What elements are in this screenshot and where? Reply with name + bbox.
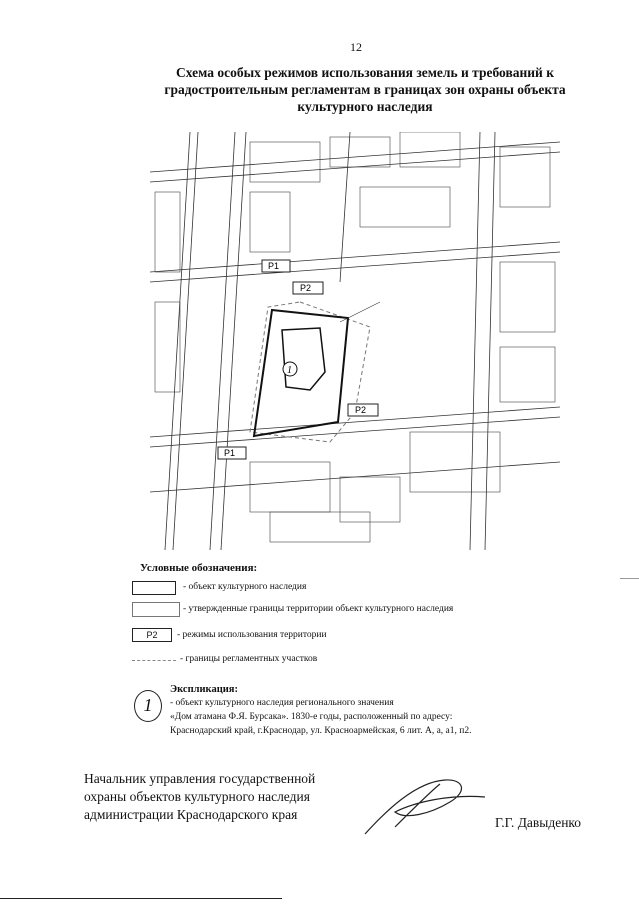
explication-line: «Дом атамана Ф.Я. Бурсака». 1830-е годы, расположенный по адресу: [170,712,453,722]
title-line: градостроительным регламентам в границах зон охраны объекта [164,82,566,97]
edge-mark [620,578,639,579]
map-zone-label: Р2 [355,405,367,415]
legend-item: - объект культурного наследия [183,582,307,592]
legend-item: - режимы использования территории [177,630,327,640]
regulation-boundary [250,302,370,442]
signatory-line: Начальник управления государственной [84,771,316,786]
page-number: 12 [350,40,362,54]
legend-heading: Условные обозначения: [140,562,258,574]
explication-line: - объект культурного наследия регионального значения [170,698,394,708]
explication-line: Краснодарский край, г.Краснодар, ул. Красноармейская, 6 лит. А, а, а1, п2. [170,726,472,736]
map-zone-label: Р1 [224,448,236,458]
heritage-object [282,328,325,390]
legend-swatch-boundary [132,660,176,661]
legend-item: - утвержденные границы территории объект культурного наследия [183,604,454,614]
site-plan-map [150,132,560,550]
signatory-line: охраны объектов культурного наследия [84,789,310,804]
document-title [135,64,595,115]
legend-swatch-heritage-object [132,581,176,595]
title-line: культурного наследия [297,99,433,114]
map-zone-label: Р2 [300,283,312,293]
signatory-name: Г.Г. Давыденко [495,815,582,830]
map-object-number: 1 [287,365,292,376]
signatory-title [84,770,315,824]
map-leader-line [340,302,380,322]
explication-heading: Экспликация: [170,684,238,695]
map-zone-label: Р1 [268,261,280,271]
title-line: Схема особых режимов использования земель и требований к [176,65,554,80]
legend-swatch-territory [132,602,180,617]
footer-rule [0,898,282,899]
legend-swatch-zone: Р2 [132,628,172,642]
handwritten-signature [355,772,495,842]
explication-number-circle: 1 [134,690,162,722]
signatory-line: администрации Краснодарского края [84,807,298,822]
street-grid [150,132,560,550]
legend-item: - границы регламентных участков [180,654,318,664]
building-blocks [155,132,555,542]
